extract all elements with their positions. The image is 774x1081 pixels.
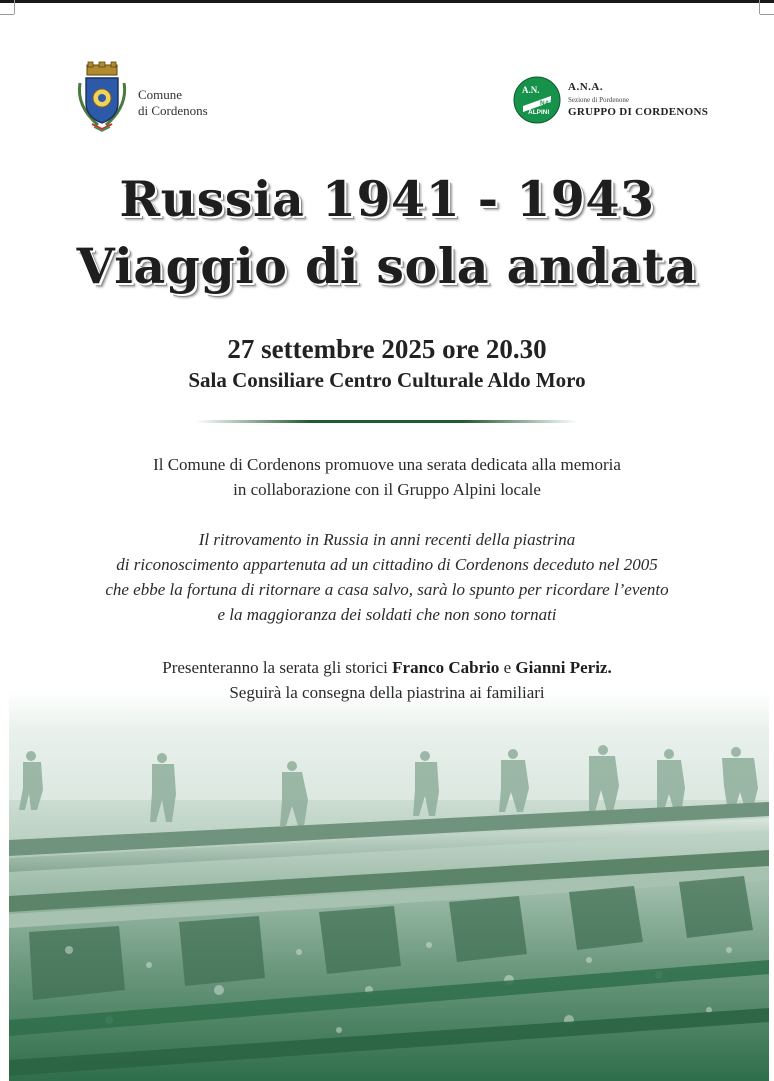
ana-section: Sezione di Pordenone [568,96,630,104]
story-line4: e la maggioranza dei soldati che non sono tornati [217,605,557,624]
story-line3: che ebbe la fortuna di ritornare a casa salvo, sarà lo spunto per ricordare l’evento [105,580,669,599]
story-paragraph [0,527,774,627]
story-line1: Il ritrovamento in Russia in anni recenti della piastrina [198,530,576,549]
cordenons-coat-of-arms-icon [74,61,130,133]
badge-top-text: A.N. [522,85,540,95]
ana-group: GRUPPO DI CORDENONS [568,106,709,118]
comune-line1: Comune [138,87,183,102]
presenters-paragraph [0,655,774,705]
crop-mark [14,0,15,14]
top-border [0,0,774,3]
crop-mark [760,14,774,15]
presenters-line2: Seguirà la consegna della piastrina ai familiari [229,683,545,702]
intro-paragraph [0,452,774,502]
event-venue: Sala Consiliare Centro Culturale Aldo Moro [188,368,586,392]
story-line2: di riconoscimento appartenuta ad un cittadino di Cordenons deceduto nel 2005 [116,555,658,574]
presenters-intro: Presenteranno la serata gli storici [162,658,388,677]
title-line1: Russia 1941 - 1943 [119,170,655,228]
presenter-name-1: Franco Cabrio [392,658,500,677]
ana-alpini-badge-icon [513,76,561,124]
soldiers-railway-illustration [9,690,769,1081]
badge-bottom-text: ALPINI [528,109,550,116]
event-date: 27 settembre 2025 ore 20.30 [227,334,547,364]
ana-logo [513,76,733,126]
presenter-name-2: Gianni Periz. [515,658,612,677]
presenters-line1 [0,655,774,680]
badge-naz-text: NAZ. [540,100,556,107]
presenters-conj: e [503,658,512,677]
title-line2: Viaggio di sola andata [76,237,698,295]
comune-logo [74,61,234,133]
intro-line1: Il Comune di Cordenons promuove una serata dedicata alla memoria [153,455,621,474]
comune-line2: di Cordenons [138,103,208,118]
ana-org: A.N.A. [568,81,604,93]
intro-line2: in collaborazione con il Gruppo Alpini locale [233,480,541,499]
crop-mark [759,0,760,14]
divider-line [196,420,578,423]
comune-name [138,87,208,119]
crop-mark [0,14,14,15]
background-photo [9,690,769,1081]
